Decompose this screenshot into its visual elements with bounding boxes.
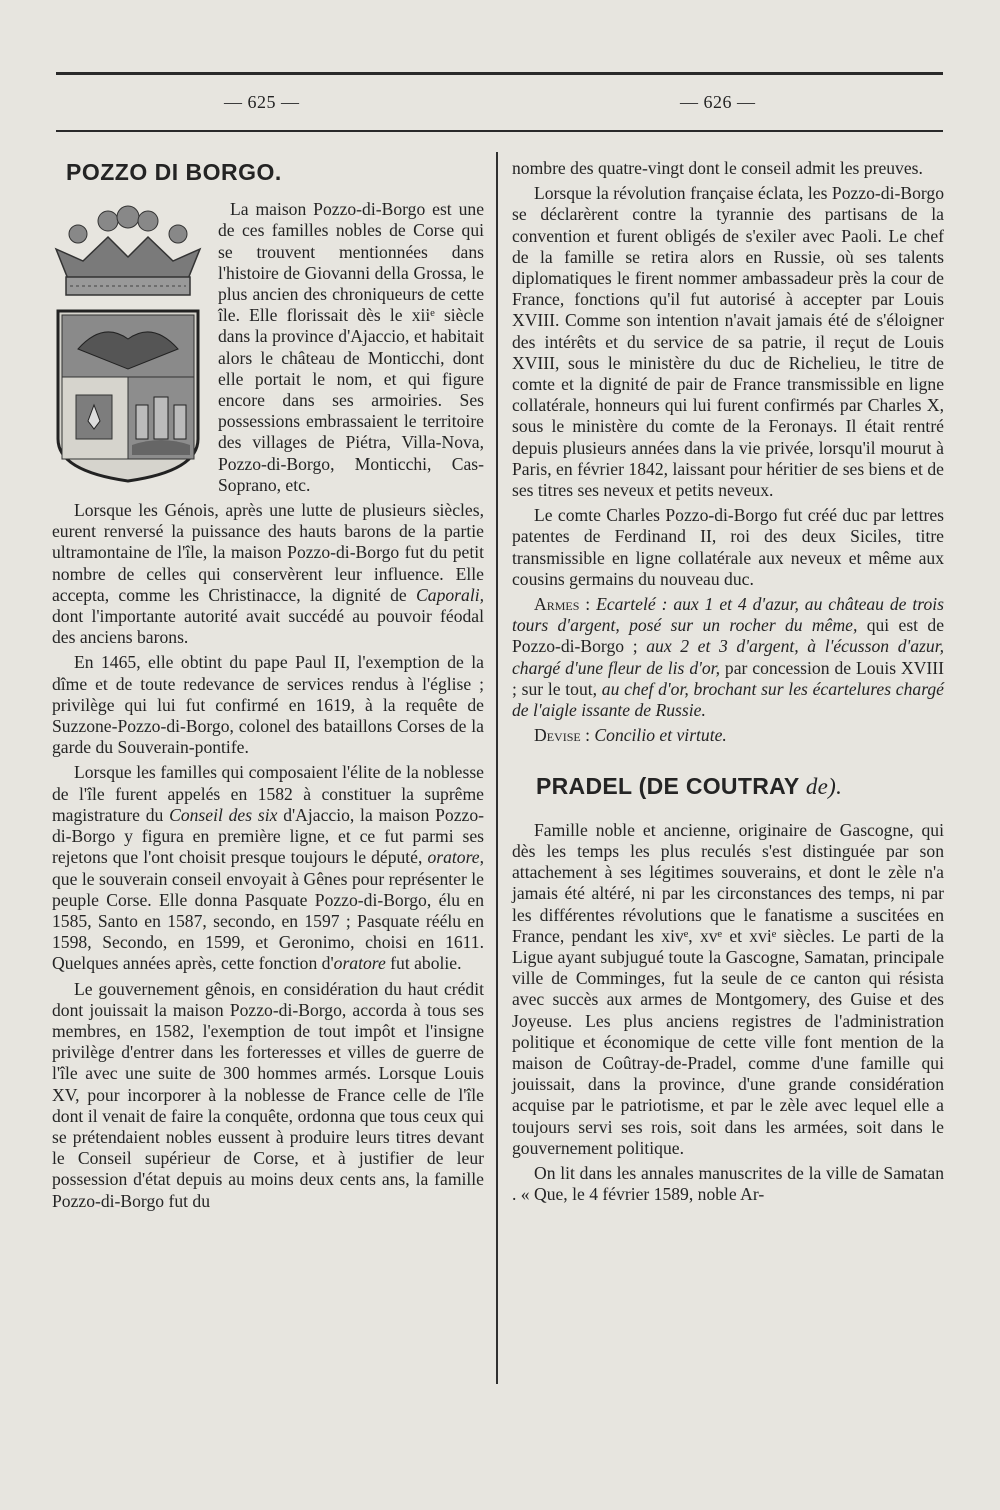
paragraph-armes: Armes : Ecartelé : aux 1 et 4 d'azur, au château de trois tours d'argent, posé sur un rocher du même, qui est de Pozzo-di-Borgo ; aux 2 et 3 d'argent, à l'écusson d'azur, chargé d'une fleur de lis d'or, par concession de Louis XVIII ; sur le tout, au chef d'or, brochant sur les écartelures chargé de l'aigle issante de Russie. [512,594,945,721]
paragraph-famille: Famille noble et ancienne, originaire de Gascogne, qui dès les temps les plus reculés s'est distinguée par son attachement à ses légitimes souverains, et dont le zèle n'a jamais été altéré, ni par les circonstances des temps, ni par les différentes révolutions que le fanatisme a suscitées en France, pendant les xivᵉ, xvᵉ et xviᵉ siècles. Le parti de la Ligue ayant subjugué toute la Gascogne, Samatan, principale ville de Comminges, fut la seule de ce canton qui résista avec succès aux armes de Montgomery, des Guise et des Joyeuse. Les plus anciens registres de l'administration politique et économique de cette ville font mention de la maison de Coûtray-de-Pradel, comme d'une famille qui jouissait, dans la province, d'une grande considération acquise par le patriotisme, et par le zèle avec lequel elle a toujours servi ses rois, soit dans les armées, soit dans le gouvernement politique. [512,819,944,1158]
right-column [512,158,944,1209]
paragraph-intro: La maison Pozzo-di-Borgo est une de ces familles nobles de Corse qui se trouvent mentionnées dans l'histoire de Giovanni della Grossa, le plus ancien des chroniqueurs de cette île. Elle florissait dès le xiiᵉ siècle dans la province d'Ajaccio, et habitait alors le château de Monticchi, dont elle portait le nom, et qui figure encore dans ses armoiries. Ses possessions embrassaient le territoire des villages de Piétra, Villa-Nova, Pozzo-di-Borgo, Monticchi, Cas-Soprano, etc. [218,199,484,495]
paragraph-gouvernement: Le gouvernement gênois, en considération du haut crédit dont jouissait la maison Pozzo-di-Borgo, accorda à tous ses membres, en 1582, l'exemption de tout impôt et l'insigne privilège d'entrer dans les forteresses et villes de guerre de l'île avec une suite de 300 hommes armés. Lorsque Louis XV, pour incorporer à la noblesse de France celle de l'île dont il venait de faire la conquête, ordonna que tous ceux qui se prétendaient nobles eussent à produire leurs titres devant le Conseil supérieur de Corse, et à justifier de leur possession d'état depuis au moins deux cents ans, la famille Pozzo-di-Borgo fut du [52,978,484,1211]
paragraph-duc: Le comte Charles Pozzo-di-Borgo fut créé duc par lettres patentes de Ferdinand II, roi des deux Siciles, titre transmissible en ligne collatérale aux neveux et même aux cousins germains du nouveau duc. [512,505,944,589]
paragraph-1465: En 1465, elle obtint du pape Paul II, l'exemption de la dîme et de toute redevance de services rendus à l'église ; privilège qui lui fut confirmé en 1619, à la requête de Suzzone-Pozzo-di-Borgo, colonel des bataillons Corses de la garde du Souverain-pontife. [52,652,484,758]
header-rule [56,130,943,132]
heading-pozzo-di-borgo: POZZO DI BORGO. [66,159,282,185]
heading-pradel: PRADEL (DE COUTRAY de). [536,773,843,800]
paragraph-genois: Lorsque les Génois, après une lutte de plusieurs siècles, eurent renversé la puissance des hauts barons de la partie ultramontaine de l'île, la maison Pozzo-di-Borgo fut du petit nombre de celles qui conservèrent leur influence. Elle accepta, comme les Christinacce, la dignité de Caporali, dont l'importante autorité avait succédé au pouvoir féodal des anciens barons. [52,500,484,648]
right-page-number: — 626 — [680,92,756,112]
paragraph-conseil: Lorsque les familles qui composaient l'élite de la noblesse de l'île furent appelés en 1582 à constituer la suprême magistrature du Conseil des six d'Ajaccio, la maison Pozzo-di-Borgo y figura en première ligne, et ce fut parmi ses rejetons que l'ont choisit presque toujours le député, oratore, que le souverain conseil envoyait à Gênes pour représenter le peuple Corse. Elle donna Pasquate Pozzo-di-Borgo, élu en 1585, Santo en 1587, secondo, en 1597 ; Pasquate réélu en 1598, Secondo, en 1599, et Geronimo, choisi en 1611. Quelques années après, cette fonction d'oratore fut abolie. [52,762,484,974]
column-divider [496,152,498,1384]
left-column [52,152,484,1216]
paragraph-devise: Devise : Concilio et virtute. [534,725,727,746]
paragraph-revolution: Lorsque la révolution française éclata, les Pozzo-di-Borgo se déclarèrent contre la tyrannie des partisans de la convention et furent obligés de s'exiler avec Paoli. Le chef de la famille se retira alors en Russie, où ses talents diplomatiques le firent nommer ambassadeur près la cour de France, fonctions qu'il fut autorisé à accepter par Louis XVIII. Comme son intention n'avait jamais été de s'éloigner des intérêts et du service de sa patrie, il reçut de Louis XVIII, sous le ministère du duc de Richelieu, le titre de comte et la dignité de pair de France transmissible en ligne collatérale, honneurs qui lui furent confirmés par Charles X, sous le ministère du comte de la Feronays. Il était rentré depuis plusieurs années dans la vie privée, lorsqu'il mourut à Paris, en février 1842, laissant pour héritier de ses biens et de ses titres ses neveux et petits neveux. [512,183,944,501]
top-rule [56,72,943,75]
left-page-number: — 625 — [224,92,300,112]
coat-of-arms-icon [48,199,208,489]
paragraph-annales: On lit dans les annales manuscrites de la ville de Samatan . « Que, le 4 février 1589, noble Ar- [512,1162,944,1205]
paragraph-continuation: nombre des quatre-vingt dont le conseil admit les preuves. [512,158,923,178]
